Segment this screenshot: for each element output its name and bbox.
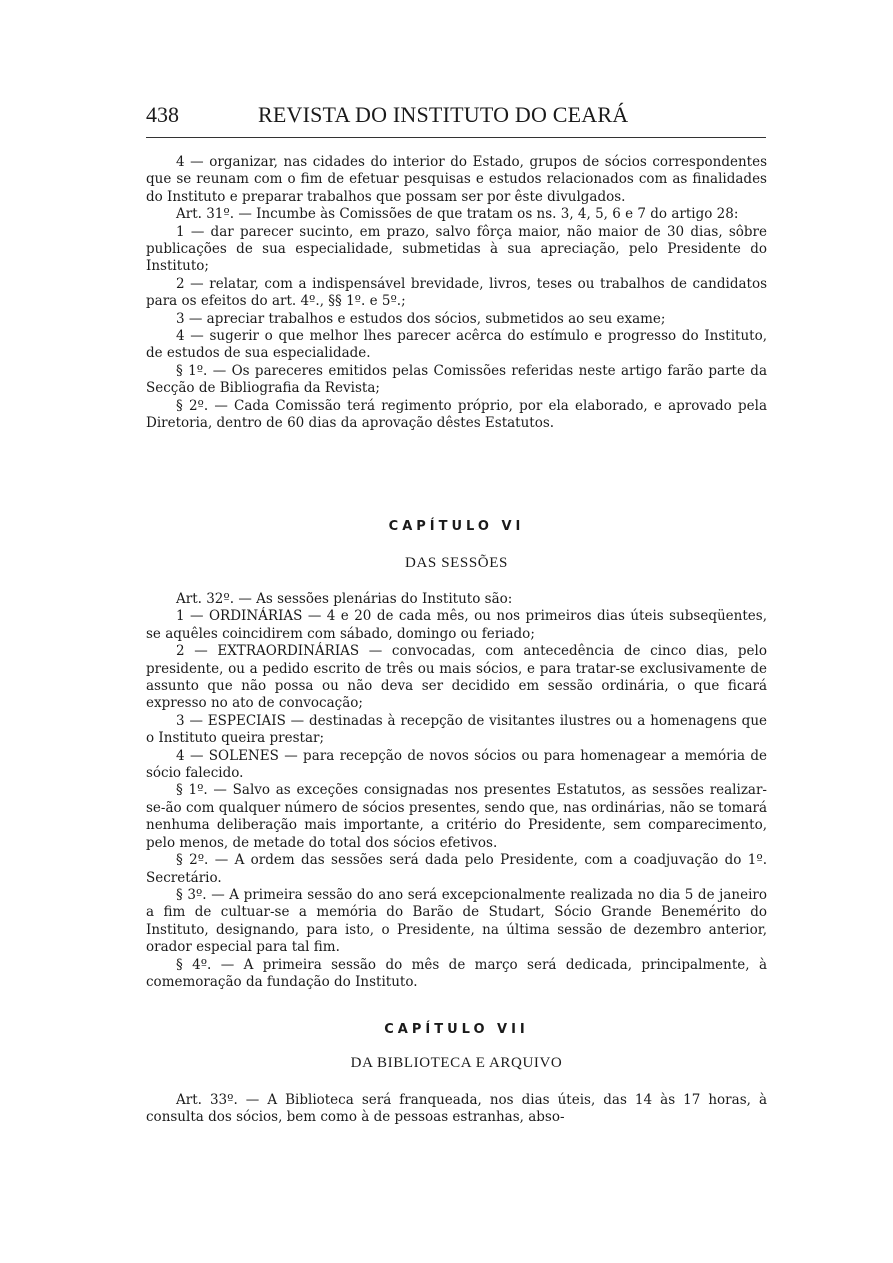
running-header bbox=[146, 100, 766, 130]
paragraph: 2 — relatar, com a indispensável brevidade, livros, teses ou trabalhos de candidatos para os efeitos do art. 4º., §§ 1º. e 5º.; bbox=[146, 275, 767, 310]
top-text-block bbox=[146, 154, 767, 433]
chapter-title: DAS SESSÕES bbox=[405, 555, 508, 571]
paragraph: Art. 33º. — A Biblioteca será franqueada, nos dias úteis, das 14 às 17 horas, à consulta dos sócios, bem como à de pessoas estranhas, abso- bbox=[146, 1092, 767, 1126]
chapter-heading: CAPÍTULO VI bbox=[388, 519, 525, 534]
paragraph: § 1º. — Os pareceres emitidos pelas Comissões referidas neste artigo farão parte da Secção de Bibliografia da Revista; bbox=[146, 362, 767, 397]
paragraph: § 1º. — Salvo as exceções consignadas nos presentes Estatutos, as sessões realizar-se-ão com qualquer número de sócios presentes, sendo que, nas ordinárias, não se tomará nenhuma deliberação mais importante, a critério do Presidente, sem comparecimento, pelo menos, de metade do total dos sócios efetivos. bbox=[146, 782, 767, 851]
paragraph: 4 — organizar, nas cidades do interior do Estado, grupos de sócios correspondentes que se reunam com o fim de efetuar pesquisas e estudos relacionados com as finalidades do Instituto e preparar trabalhos que possam ser por êste divulgados. bbox=[146, 154, 767, 205]
chapter-vi-text-block bbox=[146, 591, 767, 991]
paragraph: 3 — apreciar trabalhos e estudos dos sócios, submetidos ao seu exame; bbox=[176, 310, 666, 327]
paragraph: § 2º. — A ordem das sessões será dada pelo Presidente, com a coadjuvação do 1º. Secretário. bbox=[146, 852, 767, 886]
paragraph: 3 — ESPECIAIS — destinadas à recepção de visitantes ilustres ou a homenagens que o Instituto queira prestar; bbox=[146, 712, 767, 747]
paragraph: § 3º. — A primeira sessão do ano será excepcionalmente realizada no dia 5 de janeiro a fim de cultuar-se a memória do Barão de Studart, Sócio Grande Benemérito do Instituto, designando, para isto, o Presidente, na última sessão de dezembro anterior, orador especial para tal fim. bbox=[146, 886, 767, 956]
paragraph: 1 — ORDINÁRIAS — 4 e 20 de cada mês, ou nos primeiros dias úteis subseqüentes, se aquêles coincidirem com sábado, domingo ou feriado; bbox=[146, 608, 767, 642]
running-title: REVISTA DO INSTITUTO DO CEARÁ bbox=[258, 102, 629, 127]
paragraph: 2 — EXTRAORDINÁRIAS — convocadas, com antecedência de cinco dias, pelo presidente, ou a pedido escrito de três ou mais sócios, e para tratar-se exclusivamente de assunto que não possa ou não deva ser decidido em sessão ordinária, o que ficará expresso no ato de convocação; bbox=[146, 643, 767, 712]
paragraph: Art. 31º. — Incumbe às Comissões de que tratam os ns. 3, 4, 5, 6 e 7 do artigo 28: bbox=[176, 206, 739, 223]
page-number: 438 bbox=[146, 102, 179, 127]
chapter-vii-text-block bbox=[146, 1092, 767, 1127]
chapter-title: DA BIBLIOTECA E ARQUIVO bbox=[350, 1055, 563, 1071]
chapter-heading: CAPÍTULO VII bbox=[384, 1022, 529, 1037]
paragraph: 1 — dar parecer sucinto, em prazo, salvo fôrça maior, não maior de 30 dias, sôbre publicações de sua especialidade, submetidas à sua apreciação, pelo Presidente do Instituto; bbox=[146, 223, 767, 275]
paragraph: 4 — SOLENES — para recepção de novos sócios ou para homenagear a memória de sócio falecido. bbox=[146, 747, 767, 782]
header-rule bbox=[146, 137, 766, 138]
paragraph: 4 — sugerir o que melhor lhes parecer acêrca do estímulo e progresso do Instituto, de estudos de sua especialidade. bbox=[146, 328, 767, 362]
paragraph: Art. 32º. — As sessões plenárias do Instituto são: bbox=[176, 591, 513, 607]
paragraph: § 2º. — Cada Comissão terá regimento próprio, por ela elaborado, e aprovado pela Diretoria, dentro de 60 dias da aprovação dêstes Estatutos. bbox=[146, 397, 767, 432]
paragraph: § 4º. — A primeira sessão do mês de março será dedicada, principalmente, à comemoração da fundação do Instituto. bbox=[146, 956, 767, 990]
